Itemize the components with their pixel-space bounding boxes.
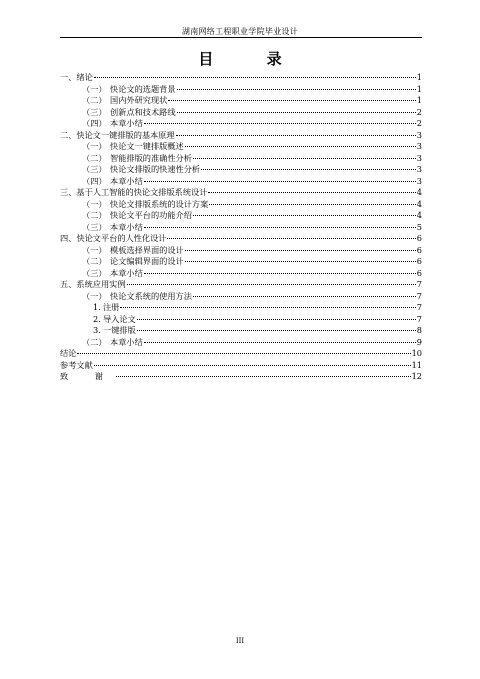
toc-entry[interactable] <box>60 360 422 372</box>
toc-entry-number: 二、 <box>60 129 77 140</box>
toc-entry-page: 7 <box>416 302 422 312</box>
toc-entry-label: 参考文献 <box>60 359 93 370</box>
toc-entry-label: 绪论 <box>76 72 93 82</box>
toc-entry-text <box>82 210 192 222</box>
page-header: 湖南网络工程职业学院毕业设计 <box>181 27 299 36</box>
header-rule <box>60 37 422 38</box>
toc-entry-page: 8 <box>416 325 422 335</box>
toc-dot-leader <box>177 89 416 90</box>
toc-entry-label: 系统应用实例 <box>76 279 126 289</box>
toc-entry-label: 快论文一键排版概述 <box>110 141 184 151</box>
toc-entry[interactable] <box>60 245 422 257</box>
toc-entry[interactable] <box>60 164 422 176</box>
toc-dot-leader <box>144 273 416 274</box>
toc-entry-text <box>82 141 184 153</box>
toc-entry[interactable] <box>60 199 422 211</box>
toc-entry-text <box>82 199 208 211</box>
toc-entry-text <box>60 233 166 245</box>
toc-entry-label: 创新点和技术路线 <box>110 106 176 117</box>
toc-entry-text <box>82 176 143 188</box>
toc-entry-page: 5 <box>416 221 422 232</box>
toc-entry[interactable] <box>60 153 422 165</box>
toc-entry-label: 快论文的选题背景 <box>110 83 176 94</box>
toc-entry-label: 本章小结 <box>110 175 143 186</box>
toc-entry-page: 1 <box>416 83 422 94</box>
toc-entry-text <box>82 164 200 176</box>
toc-entry[interactable] <box>60 210 422 222</box>
toc-entry[interactable] <box>60 107 422 119</box>
toc-entry[interactable] <box>60 256 422 268</box>
toc-entry-text <box>60 348 76 360</box>
toc-dot-leader <box>209 204 416 205</box>
toc-entry-text <box>93 302 119 314</box>
toc-dot-leader <box>94 365 411 366</box>
toc-entry-label: 国内外研究现状 <box>110 95 168 105</box>
toc-entry-text <box>82 291 192 303</box>
toc-dot-leader <box>144 227 416 228</box>
toc-entry-page: 2 <box>416 118 422 128</box>
toc-entry-label: 快论文平台的人性化设计 <box>76 233 167 243</box>
toc-entry-page: 6 <box>416 267 422 278</box>
toc-entry-number: （三） <box>82 221 107 232</box>
toc-entry-page: 10 <box>411 348 422 358</box>
toc-entry-label: 快论文系统的使用方法 <box>110 290 192 301</box>
toc-entry-page: 3 <box>416 141 422 151</box>
toc-entry-page: 6 <box>416 244 422 255</box>
toc-entry[interactable] <box>60 291 422 303</box>
toc-entry-text <box>93 314 136 326</box>
toc-entry[interactable] <box>60 268 422 280</box>
toc-entry-text <box>93 325 136 337</box>
toc-dot-leader <box>185 261 416 262</box>
toc-dot-leader <box>137 330 416 331</box>
toc-entry[interactable] <box>60 337 422 349</box>
toc-entry-page: 3 <box>416 152 422 163</box>
toc-dot-leader <box>193 215 416 216</box>
toc-entry-number: 一、 <box>60 72 77 82</box>
toc-entry[interactable] <box>60 314 422 326</box>
toc-entry-text <box>82 268 143 280</box>
toc-entry-page: 4 <box>416 187 422 197</box>
toc-entry-number: （三） <box>82 106 107 117</box>
toc-entry-label: 本章小结 <box>110 267 143 278</box>
toc-entry-label: 致 谢 <box>60 371 115 381</box>
toc-entry-page: 3 <box>416 175 422 186</box>
toc-entry-label: 论文编辑界面的设计 <box>110 256 184 266</box>
toc-entry-label: 快论文排版系统的设计方案 <box>110 198 209 209</box>
toc-entry-page: 9 <box>416 336 422 347</box>
toc-entry-page: 1 <box>416 72 422 82</box>
toc-entry-label: 快论文平台的功能介绍 <box>110 210 192 220</box>
toc-entry-number: 五、 <box>60 279 77 289</box>
toc-entry-label: 智能排版的准确性分析 <box>110 152 192 163</box>
toc-entry-text <box>82 245 184 257</box>
toc-dot-leader <box>120 307 415 308</box>
toc-entry-page: 4 <box>416 198 422 209</box>
toc-entry[interactable] <box>60 187 422 199</box>
toc-entry[interactable] <box>60 302 422 314</box>
toc-dot-leader <box>208 192 415 193</box>
toc-entry-text <box>60 187 207 199</box>
toc-dot-leader <box>185 146 416 147</box>
toc-entry-text <box>82 107 176 119</box>
toc-entry-label: 模板选择界面的设计 <box>110 244 184 255</box>
toc-entry[interactable] <box>60 222 422 234</box>
toc-entry-page: 12 <box>411 371 422 381</box>
toc-entry-number: （一） <box>82 141 107 151</box>
toc-entry-page: 6 <box>416 233 422 243</box>
toc-entry-text <box>82 84 176 96</box>
toc-entry-text <box>82 337 143 349</box>
toc-entry-number: （二） <box>82 210 107 220</box>
toc-entry-label: 结论 <box>60 348 77 358</box>
toc-dot-leader <box>167 238 415 239</box>
toc-entry-number: （一） <box>82 244 107 255</box>
toc-entry-text <box>60 72 93 84</box>
toc-entry-number: （三） <box>82 164 107 174</box>
toc-entry-page: 7 <box>416 279 422 289</box>
toc-entry-page: 6 <box>416 256 422 266</box>
toc-entry[interactable] <box>60 233 422 245</box>
toc-dot-leader <box>193 296 416 297</box>
toc-entry-label: 快论文一键排版的基本原理 <box>76 129 175 140</box>
toc-entry[interactable] <box>60 130 422 142</box>
toc-entry-text <box>82 153 192 165</box>
toc-dot-leader <box>94 77 416 78</box>
toc-entry-number: 1. <box>93 302 101 312</box>
toc-entry-number: 2. <box>93 313 101 324</box>
toc-entry-page: 3 <box>416 129 422 140</box>
toc-dot-leader <box>144 123 416 124</box>
toc-dot-leader <box>144 181 416 182</box>
toc-entry-number: （一） <box>82 290 107 301</box>
toc-dot-leader <box>127 284 416 285</box>
toc-entry-text <box>60 360 93 372</box>
toc-entry-page: 11 <box>411 359 422 370</box>
toc-entry[interactable] <box>60 84 422 96</box>
toc-entry-page: 2 <box>416 106 422 117</box>
toc-entry[interactable] <box>60 95 422 107</box>
toc-entry[interactable] <box>60 348 422 360</box>
toc-entry-page: 1 <box>416 95 422 105</box>
toc-entry-label: 本章小结 <box>110 118 143 128</box>
toc-entry-page: 7 <box>416 313 422 324</box>
toc-entry-page: 7 <box>416 290 422 301</box>
table-of-contents <box>60 72 422 383</box>
toc-dot-leader <box>177 112 416 113</box>
toc-entry-number: （一） <box>82 198 107 209</box>
toc-entry-number: （一） <box>82 83 107 94</box>
toc-dot-leader <box>144 342 416 343</box>
toc-entry-number: （四） <box>82 175 107 186</box>
toc-entry-number: （二） <box>82 95 107 105</box>
toc-entry-text <box>60 279 126 291</box>
toc-entry-number: （二） <box>82 336 107 347</box>
toc-entry-page: 3 <box>416 164 422 174</box>
toc-dot-leader <box>168 100 415 101</box>
toc-entry-label: 一键排版 <box>103 325 136 335</box>
toc-entry-page: 4 <box>416 210 422 220</box>
toc-dot-leader <box>176 135 416 136</box>
toc-entry[interactable] <box>60 176 422 188</box>
toc-entry-number: （四） <box>82 118 107 128</box>
toc-entry-text <box>60 130 175 142</box>
toc-entry-text <box>60 371 115 383</box>
toc-entry-label: 本章小结 <box>110 221 143 232</box>
toc-entry-number: （三） <box>82 267 107 278</box>
toc-entry-number: （二） <box>82 152 107 163</box>
page-number: III <box>235 637 245 645</box>
toc-dot-leader <box>77 353 410 354</box>
toc-entry-number: （二） <box>82 256 107 266</box>
toc-dot-leader <box>201 169 416 170</box>
toc-entry-label: 本章小结 <box>110 336 143 347</box>
toc-entry[interactable] <box>60 279 422 291</box>
toc-entry-label: 基于人工智能的快论文排版系统设计 <box>76 187 208 197</box>
toc-title: 目 录 <box>198 50 306 68</box>
toc-entry-text <box>82 95 167 107</box>
toc-dot-leader <box>116 376 411 377</box>
toc-dot-leader <box>185 250 416 251</box>
toc-entry-label: 快论文排版的快速性分析 <box>110 164 201 174</box>
toc-entry[interactable] <box>60 371 422 383</box>
toc-entry-number: 3. <box>93 325 101 335</box>
toc-entry[interactable] <box>60 118 422 130</box>
toc-entry-number: 四、 <box>60 233 77 243</box>
toc-entry-text <box>82 256 184 268</box>
toc-entry[interactable] <box>60 141 422 153</box>
toc-entry-text <box>82 118 143 130</box>
toc-entry-label: 导入论文 <box>103 313 136 324</box>
toc-dot-leader <box>193 158 416 159</box>
toc-dot-leader <box>137 319 416 320</box>
toc-entry-label: 注册 <box>103 302 120 312</box>
toc-entry-text <box>82 222 143 234</box>
toc-entry-number: 三、 <box>60 187 77 197</box>
toc-entry[interactable] <box>60 72 422 84</box>
toc-entry[interactable] <box>60 325 422 337</box>
